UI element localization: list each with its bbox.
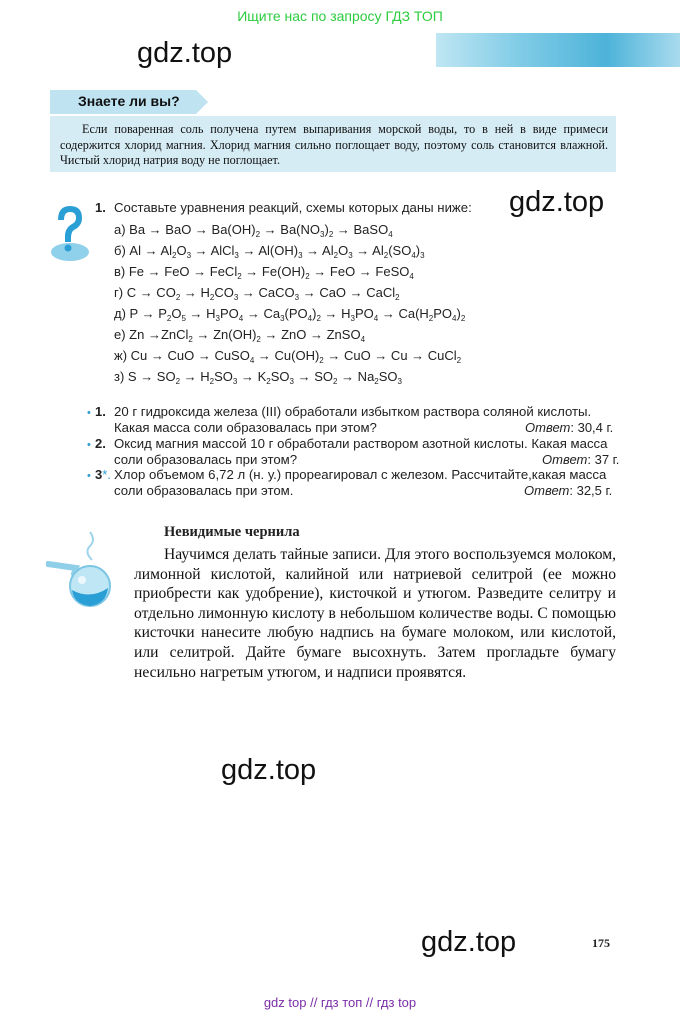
did-you-know-title: Знаете ли вы? (78, 93, 180, 109)
page-number: 175 (592, 936, 610, 950)
answer-label: Ответ (525, 420, 571, 435)
reaction-scheme-zh: ж) Cu → CuO → CuSO$_4$ → $Cu(OH)_2$ → CuO → Cu → CuCl$_2$ (114, 348, 462, 365)
item-letter: в) (114, 264, 126, 279)
answer-value: : 32,5 г. (569, 483, 613, 498)
section-title: Невидимые чернила (164, 524, 300, 540)
problem-text: Оксид магния массой 10 г обработали раствором азотной кислоты. Какая масса соли образовалась при этом? (114, 436, 608, 467)
problem-answer (542, 452, 619, 467)
answer-label: Ответ (542, 452, 588, 467)
reaction-scheme-a: а) Ba → BaO → $Ba(OH)_2 \to Ba(NO_3)_2$ → BaSO$_4$ (114, 222, 393, 239)
header-decoration (436, 33, 680, 67)
did-you-know-text: Если поваренная соль получена путем выпаривания морской воды, то в ней в виде примеси содержится хлорид магния. Хлорид магния сильно поглощает воду, поэтому соль становится влажной. Чистый хлорид натрия воду не поглощает. (60, 122, 608, 167)
item-letter: г) (114, 285, 124, 300)
task-number: 1. (95, 200, 106, 215)
task-title: Составьте уравнения реакций, схемы которых даны ниже: (114, 200, 472, 215)
item-letter: б) (114, 243, 126, 258)
item-letter: ж) (114, 348, 128, 363)
section-text: Научимся делать тайные записи. Для этого воспользуемся молоком, лимонной кислотой, калийной или натриевой селитрой (ее можно приобрести как удобрение), кисточкой и утюгом. Разведите селитру и отдельно лимонную кислоту в небольшом количестве воды. С помощью кисточки нанесите любую надпись на бумаге молоком, или кислотой, или селитрой. Дайте бумаге высохнуть. Затем прогладьте бумагу несильно нагретым утюгом, и надписи проявятся. (134, 546, 616, 681)
problem-number: 2. (95, 436, 106, 451)
question-flask-icon (48, 202, 92, 264)
problem-number: 1. (95, 404, 106, 419)
answer-value: : 30,4 г. (570, 420, 614, 435)
problem-text: Хлор объемом 6,72 л (н. у.) прореагировал с железом. Рассчитайте,какая масса соли образовалась при этом. (114, 467, 607, 498)
did-you-know-tab (50, 90, 208, 114)
watermark: gdz.top (509, 186, 605, 218)
item-letter: е) (114, 327, 126, 342)
reaction-scheme-z: з) $S \to SO_2 \to H_2SO_3 \to K_2SO_3 \to SO_2 \to Na_2SO_3$ (114, 369, 402, 386)
bullet-dot: • (87, 470, 91, 482)
problem-answer (525, 420, 613, 435)
flask-icon (46, 528, 128, 610)
item-letter: д) (114, 306, 126, 321)
reaction-scheme-e: е) Zn →ZnCl$_2$ → $Zn(OH)_2$ → ZnO → ZnSO$_4$ (114, 327, 366, 344)
bullet-dot: • (87, 407, 91, 419)
problem-text: 20 г гидроксида железа (III) обработали избытком раствора соляной кислоты. Какая масса соли образовалась при этом? (114, 404, 592, 435)
reaction-scheme-g: г) $C \to CO_2 \to H_2CO_3$ → CaCO$_3$ → CaO → CaCl$_2$ (114, 285, 400, 302)
item-letter: а) (114, 222, 126, 237)
top-banner[interactable]: Ищите нас по запросу ГДЗ ТОП (237, 8, 443, 24)
reaction-scheme-d: д) $P \to P_2O_5 \to H_3PO_4 \to Ca_3(PO_4)_2 \to H_3PO_4 \to Ca(H_2PO_4)_2$ (114, 306, 466, 323)
watermark: gdz.top (421, 926, 517, 958)
problem-number: 3*. (95, 467, 111, 482)
bullet-dot: • (87, 439, 91, 451)
watermark: gdz.top (137, 37, 233, 69)
answer-label: Ответ (524, 483, 570, 498)
problem-answer (524, 483, 612, 498)
reaction-scheme-v: в) Fe → FeO → FeCl$_2$ → $Fe(OH)_2$ → FeO → FeSO$_4$ (114, 264, 414, 281)
reaction-scheme-b: б) $Al \to Al_2O_3$ → AlCl$_3$ → $Al(OH)_3 \to Al_2O_3 \to Al_2(SO_4)_3$ (114, 243, 425, 260)
footer-links[interactable]: gdz top // гдз топ // гдз top (263, 995, 417, 1010)
item-letter: з) (114, 369, 125, 384)
answer-value: : 37 г. (587, 452, 620, 467)
watermark: gdz.top (221, 754, 317, 786)
